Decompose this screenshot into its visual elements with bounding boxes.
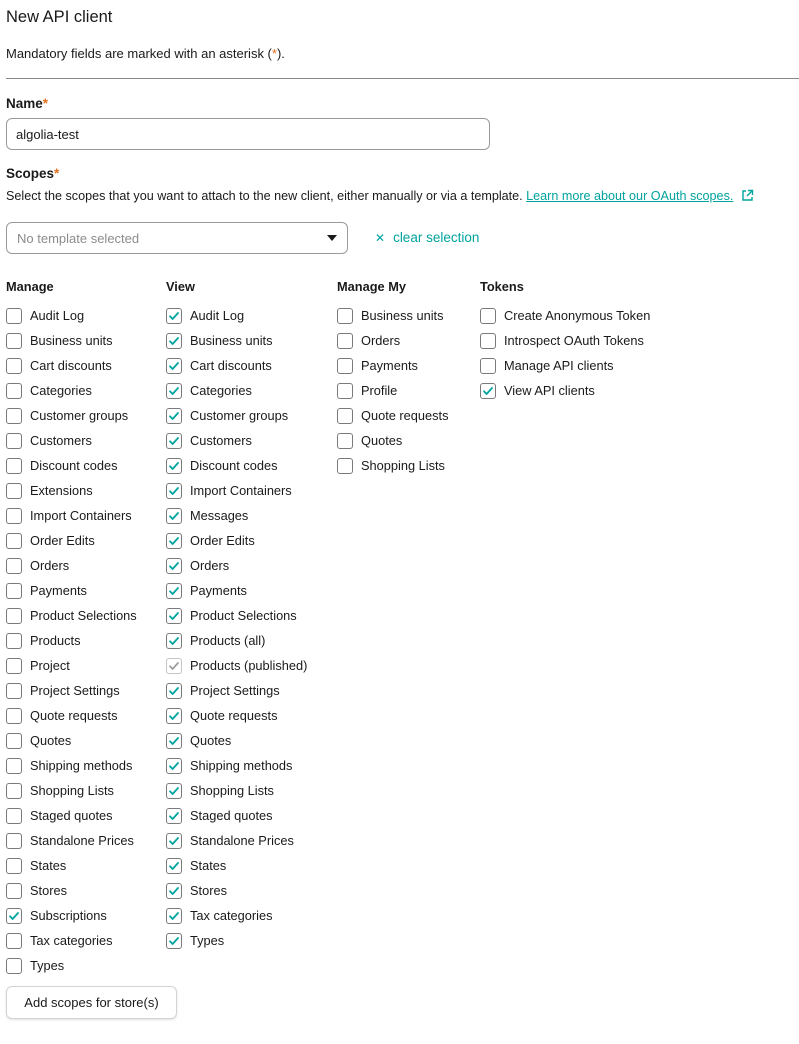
scope-item[interactable]	[6, 728, 137, 753]
scope-item[interactable]	[166, 928, 307, 953]
scope-checkbox[interactable]	[6, 683, 22, 699]
scope-checkbox[interactable]	[6, 958, 22, 974]
check-icon	[168, 310, 180, 322]
scope-checkbox[interactable]	[6, 858, 22, 874]
check-icon	[168, 685, 180, 697]
scope-label: Categories	[30, 383, 92, 398]
check-icon	[168, 510, 180, 522]
scope-item[interactable]	[6, 378, 137, 403]
scope-item[interactable]	[6, 428, 137, 453]
scope-item[interactable]	[6, 603, 137, 628]
scope-label: Messages	[190, 508, 249, 523]
name-input[interactable]	[6, 118, 490, 150]
scope-checkbox[interactable]	[337, 333, 353, 349]
scope-checkbox[interactable]	[6, 458, 22, 474]
caret-down-icon	[327, 235, 337, 241]
scope-item[interactable]	[6, 528, 137, 553]
add-scopes-button[interactable]: Add scopes for store(s)	[6, 986, 177, 1019]
scope-label: Products	[30, 633, 81, 648]
template-select[interactable]	[6, 222, 348, 254]
scope-label: Tax categories	[30, 933, 113, 948]
scope-item[interactable]	[166, 328, 307, 353]
scope-item[interactable]	[6, 453, 137, 478]
scope-checkbox[interactable]	[337, 383, 353, 399]
template-select-value: No template selected	[17, 230, 140, 246]
column-header-manage-my: Manage My	[337, 279, 406, 294]
scope-column-manage	[6, 303, 137, 978]
scope-label: Import Containers	[30, 508, 132, 523]
scope-label: Audit Log	[190, 308, 245, 323]
check-icon	[482, 385, 494, 397]
scope-item[interactable]	[6, 578, 137, 603]
scope-item[interactable]	[337, 353, 449, 378]
scope-label: Quote requests	[361, 408, 449, 423]
scope-item[interactable]	[337, 303, 449, 328]
scope-item[interactable]	[6, 628, 137, 653]
scope-item[interactable]	[166, 828, 307, 853]
scope-label: States	[190, 858, 227, 873]
scope-item[interactable]	[166, 803, 307, 828]
check-icon	[168, 535, 180, 547]
scope-item[interactable]	[6, 328, 137, 353]
column-header-tokens: Tokens	[480, 279, 524, 294]
required-asterisk: *	[54, 166, 60, 181]
scope-label: Import Containers	[190, 483, 292, 498]
scope-checkbox[interactable]	[6, 558, 22, 574]
scope-checkbox[interactable]	[337, 308, 353, 324]
scope-item[interactable]	[6, 478, 137, 503]
scope-checkbox[interactable]	[166, 458, 182, 474]
check-icon	[168, 460, 180, 472]
scope-column-view	[166, 303, 307, 953]
scope-checkbox[interactable]	[337, 433, 353, 449]
scope-label: Order Edits	[190, 533, 255, 548]
scope-item[interactable]	[6, 828, 137, 853]
scope-label: Subscriptions	[30, 908, 107, 923]
check-icon	[168, 635, 180, 647]
scope-checkbox[interactable]	[6, 758, 22, 774]
clear-selection-button[interactable]	[375, 230, 479, 245]
scope-checkbox[interactable]	[166, 808, 182, 824]
scope-item[interactable]	[166, 728, 307, 753]
scope-checkbox[interactable]	[166, 683, 182, 699]
scope-label: Orders	[190, 558, 230, 573]
scope-checkbox[interactable]	[480, 358, 496, 374]
check-icon	[168, 385, 180, 397]
scope-item[interactable]	[337, 403, 449, 428]
clear-selection-label: clear selection	[393, 230, 480, 245]
scope-checkbox[interactable]	[166, 558, 182, 574]
scope-item[interactable]	[6, 928, 137, 953]
scope-checkbox[interactable]	[166, 608, 182, 624]
scope-item[interactable]	[166, 653, 307, 678]
scope-label: Shopping Lists	[30, 783, 114, 798]
scope-item[interactable]	[6, 303, 137, 328]
scope-label: Product Selections	[30, 608, 137, 623]
check-icon	[168, 435, 180, 447]
scope-checkbox[interactable]	[6, 358, 22, 374]
check-icon	[168, 410, 180, 422]
scope-label: Quote requests	[190, 708, 278, 723]
check-icon	[168, 860, 180, 872]
page-title: New API client	[6, 8, 113, 26]
scope-checkbox[interactable]	[166, 858, 182, 874]
check-icon	[168, 560, 180, 572]
scope-item[interactable]	[166, 678, 307, 703]
scope-checkbox[interactable]	[337, 358, 353, 374]
scope-checkbox[interactable]	[166, 333, 182, 349]
scope-checkbox[interactable]	[6, 908, 22, 924]
check-icon	[168, 935, 180, 947]
scope-item[interactable]	[166, 378, 307, 403]
scope-label: Payments	[30, 583, 87, 598]
mandatory-note-suffix: ).	[276, 46, 285, 61]
scope-item[interactable]	[166, 878, 307, 903]
scope-item[interactable]	[6, 878, 137, 903]
scope-checkbox[interactable]	[480, 308, 496, 324]
external-link-icon[interactable]	[741, 189, 754, 205]
check-icon	[168, 910, 180, 922]
scope-checkbox[interactable]	[166, 758, 182, 774]
scope-label: Staged quotes	[190, 808, 273, 823]
scope-checkbox[interactable]	[6, 508, 22, 524]
scope-checkbox[interactable]	[6, 783, 22, 799]
scope-checkbox[interactable]	[166, 508, 182, 524]
scope-checkbox[interactable]	[166, 883, 182, 899]
scope-checkbox[interactable]	[480, 333, 496, 349]
scope-column-manage-my	[337, 303, 449, 478]
check-icon	[168, 335, 180, 347]
scopes-description	[6, 189, 754, 205]
scope-checkbox[interactable]	[166, 908, 182, 924]
check-icon	[168, 585, 180, 597]
check-icon	[168, 610, 180, 622]
scope-label: Profile	[361, 383, 398, 398]
mandatory-note-prefix: Mandatory fields are marked with an asterisk (	[6, 46, 272, 61]
scopes-label	[6, 166, 59, 181]
scope-label: Stores	[30, 883, 67, 898]
scope-checkbox[interactable]	[6, 633, 22, 649]
scope-item[interactable]	[6, 353, 137, 378]
scope-checkbox[interactable]	[6, 308, 22, 324]
check-icon	[168, 485, 180, 497]
scope-label: Business units	[190, 333, 273, 348]
required-asterisk: *	[42, 96, 49, 111]
scope-label: Shopping Lists	[190, 783, 274, 798]
asterisk: *	[271, 46, 277, 61]
scope-item[interactable]	[6, 678, 137, 703]
scope-checkbox[interactable]	[166, 783, 182, 799]
scope-checkbox[interactable]	[6, 883, 22, 899]
scope-checkbox[interactable]	[166, 933, 182, 949]
scope-checkbox[interactable]	[337, 458, 353, 474]
scope-item[interactable]	[166, 778, 307, 803]
scope-item[interactable]	[6, 853, 137, 878]
scope-label: Cart discounts	[190, 358, 272, 373]
scope-label: Types	[30, 958, 65, 973]
scope-label: Customers	[190, 433, 252, 448]
check-icon	[8, 910, 20, 922]
scope-label: Quote requests	[30, 708, 118, 723]
scope-item[interactable]	[166, 428, 307, 453]
check-icon	[168, 885, 180, 897]
scope-item[interactable]	[166, 628, 307, 653]
check-icon	[168, 360, 180, 372]
scope-checkbox[interactable]	[6, 583, 22, 599]
scope-checkbox[interactable]	[6, 733, 22, 749]
divider	[6, 78, 799, 79]
scope-checkbox[interactable]	[166, 358, 182, 374]
scope-label: Cart discounts	[30, 358, 112, 373]
scope-item[interactable]	[6, 953, 137, 978]
scope-item[interactable]	[166, 478, 307, 503]
column-header-view: View	[166, 279, 195, 294]
scope-checkbox[interactable]	[166, 633, 182, 649]
scope-label: Business units	[30, 333, 113, 348]
scope-item[interactable]	[480, 328, 650, 353]
scope-item[interactable]	[337, 453, 449, 478]
scope-item[interactable]	[166, 353, 307, 378]
check-icon	[168, 710, 180, 722]
scope-checkbox[interactable]	[6, 808, 22, 824]
scope-checkbox[interactable]	[166, 408, 182, 424]
scope-item[interactable]	[166, 753, 307, 778]
scope-item[interactable]	[166, 853, 307, 878]
scope-checkbox[interactable]	[166, 308, 182, 324]
scope-item[interactable]	[6, 803, 137, 828]
scope-label: Orders	[30, 558, 70, 573]
scope-checkbox[interactable]	[480, 383, 496, 399]
scope-label: Payments	[190, 583, 247, 598]
scope-item[interactable]	[480, 303, 650, 328]
scopes-description-text: Select the scopes that you want to attach to the new client, either manually or via a template.	[6, 189, 527, 203]
scope-label: Extensions	[30, 483, 93, 498]
check-icon	[168, 810, 180, 822]
check-icon	[168, 735, 180, 747]
scope-label: Customers	[30, 433, 92, 448]
scope-item[interactable]	[6, 903, 137, 928]
scope-checkbox[interactable]	[166, 708, 182, 724]
scope-label: Staged quotes	[30, 808, 113, 823]
scope-label: Types	[190, 933, 225, 948]
check-icon	[168, 660, 180, 672]
scope-label: Customer groups	[30, 408, 129, 423]
scope-label: Standalone Prices	[190, 833, 294, 848]
scope-label: Products (published)	[190, 658, 308, 673]
scope-item[interactable]	[6, 553, 137, 578]
scope-checkbox[interactable]	[166, 383, 182, 399]
scope-label: Standalone Prices	[30, 833, 134, 848]
scope-label: Audit Log	[30, 308, 85, 323]
scope-checkbox[interactable]	[6, 608, 22, 624]
scope-label: Project	[30, 658, 70, 673]
name-label	[6, 96, 48, 111]
scope-checkbox[interactable]	[6, 333, 22, 349]
scopes-label-text: Scopes	[6, 166, 55, 181]
scope-label: Orders	[361, 333, 401, 348]
scope-label: Shipping methods	[30, 758, 133, 773]
scope-item[interactable]	[6, 403, 137, 428]
scope-item[interactable]	[166, 503, 307, 528]
scope-label: Products (all)	[190, 633, 266, 648]
scope-label: Business units	[361, 308, 444, 323]
scope-label: Manage API clients	[504, 358, 614, 373]
scope-item[interactable]	[166, 703, 307, 728]
check-icon	[168, 760, 180, 772]
scope-label: Introspect OAuth Tokens	[504, 333, 644, 348]
scope-checkbox[interactable]	[6, 408, 22, 424]
scope-checkbox[interactable]	[337, 408, 353, 424]
scope-label: View API clients	[504, 383, 595, 398]
scope-item[interactable]	[337, 328, 449, 353]
scope-item[interactable]	[6, 653, 137, 678]
scope-checkbox[interactable]	[6, 658, 22, 674]
scope-label: Discount codes	[30, 458, 118, 473]
scope-label: Quotes	[190, 733, 232, 748]
scope-checkbox[interactable]	[6, 708, 22, 724]
scope-label: Shipping methods	[190, 758, 293, 773]
oauth-scopes-link[interactable]: Learn more about our OAuth scopes.	[526, 189, 734, 203]
check-icon	[168, 835, 180, 847]
scope-item[interactable]	[6, 778, 137, 803]
scope-item[interactable]	[166, 403, 307, 428]
scope-label: Project Settings	[190, 683, 280, 698]
scope-label: Customer groups	[190, 408, 289, 423]
scope-item[interactable]	[6, 703, 137, 728]
scope-checkbox[interactable]	[6, 833, 22, 849]
scope-label: Shopping Lists	[361, 458, 445, 473]
scope-checkbox[interactable]	[166, 533, 182, 549]
check-icon	[168, 785, 180, 797]
scope-item[interactable]	[480, 353, 650, 378]
scope-item[interactable]	[480, 378, 650, 403]
scope-checkbox[interactable]	[166, 483, 182, 499]
scope-label: Order Edits	[30, 533, 95, 548]
scope-item[interactable]	[166, 578, 307, 603]
scope-checkbox[interactable]	[166, 733, 182, 749]
scope-label: Payments	[361, 358, 418, 373]
scope-label: Categories	[190, 383, 252, 398]
scope-checkbox[interactable]	[166, 833, 182, 849]
close-icon: ✕	[375, 230, 386, 245]
name-label-text: Name	[6, 96, 43, 111]
scope-label: Tax categories	[190, 908, 273, 923]
scope-label: Product Selections	[190, 608, 297, 623]
scope-checkbox[interactable]	[166, 583, 182, 599]
mandatory-note	[6, 46, 285, 61]
scope-label: Stores	[190, 883, 227, 898]
scope-checkbox[interactable]	[6, 383, 22, 399]
scope-label: Discount codes	[190, 458, 278, 473]
scope-label: Project Settings	[30, 683, 120, 698]
scope-checkbox[interactable]	[6, 533, 22, 549]
scope-item[interactable]	[166, 453, 307, 478]
scope-item[interactable]	[6, 503, 137, 528]
scope-item[interactable]	[337, 378, 449, 403]
scope-checkbox[interactable]	[6, 483, 22, 499]
scope-label: Quotes	[361, 433, 403, 448]
scope-item[interactable]	[166, 553, 307, 578]
scope-item[interactable]	[166, 303, 307, 328]
scope-column-tokens	[480, 303, 650, 403]
column-header-manage: Manage	[6, 279, 54, 294]
scope-item[interactable]	[166, 903, 307, 928]
scope-label: Quotes	[30, 733, 72, 748]
scope-label: States	[30, 858, 67, 873]
scope-checkbox[interactable]	[166, 433, 182, 449]
scope-checkbox[interactable]	[6, 933, 22, 949]
scope-item[interactable]	[6, 753, 137, 778]
scope-item[interactable]	[166, 603, 307, 628]
scope-item[interactable]	[166, 528, 307, 553]
scope-checkbox[interactable]	[6, 433, 22, 449]
scope-item[interactable]	[337, 428, 449, 453]
scope-label: Create Anonymous Token	[504, 308, 651, 323]
scope-checkbox	[166, 658, 182, 674]
